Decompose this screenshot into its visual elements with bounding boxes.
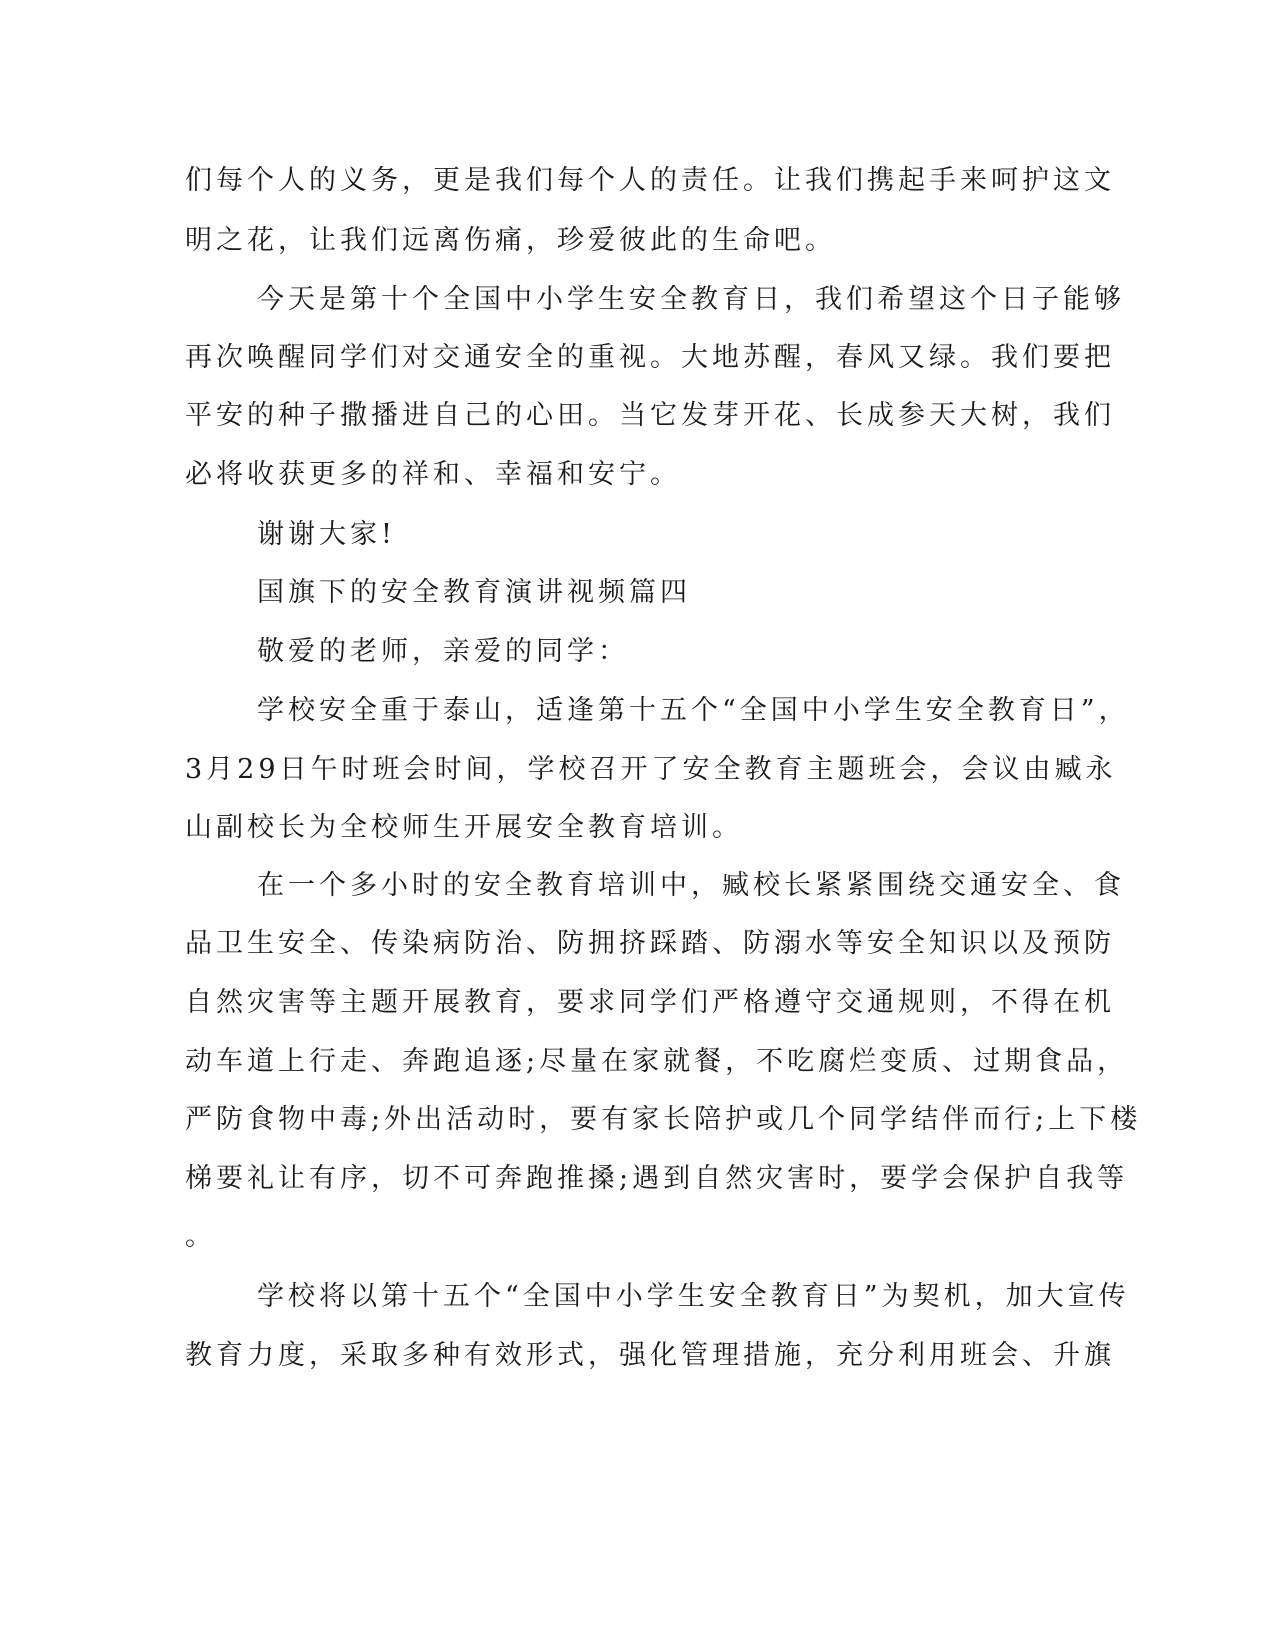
paragraph-start-line: 在一个多小时的安全教育培训中，臧校长紧紧围绕交通安全、食 <box>257 870 1125 901</box>
text-line: 。 <box>185 1221 216 1252</box>
text-line: 必将收获更多的祥和、幸福和安宁。 <box>185 459 681 490</box>
text-line: 山副校长为全校师生开展安全教育培训。 <box>185 812 743 843</box>
closing-line: 谢谢大家! <box>257 519 396 550</box>
text-line: 梯要礼让有序，切不可奔跑推搡;遇到自然灾害时，要学会保护自我等 <box>185 1163 1129 1194</box>
text-line: 们每个人的义务，更是我们每个人的责任。让我们携起手来呵护这文 <box>185 165 1115 196</box>
section-heading: 国旗下的安全教育演讲视频篇四 <box>257 577 691 608</box>
text-line: 严防食物中毒;外出活动时，要有家长陪护或几个同学结伴而行;上下楼 <box>185 1104 1142 1135</box>
text-line: 明之花，让我们远离伤痛，珍爱彼此的生命吧。 <box>185 225 836 256</box>
paragraph-start-line: 学校将以第十五个“全国中小学生安全教育日”为契机，加大宣传 <box>257 1281 1130 1312</box>
text-line: 自然灾害等主题开展教育，要求同学们严格遵守交通规则，不得在机 <box>185 987 1115 1018</box>
text-line: 3月29日午时班会时间，学校召开了安全教育主题班会，会议由臧永 <box>185 754 1117 785</box>
text-line: 再次唤醒同学们对交通安全的重视。大地苏醒，春风又绿。我们要把 <box>185 342 1115 373</box>
text-line: 动车道上行走、奔跑追逐;尽量在家就餐，不吃腐烂变质、过期食品， <box>185 1046 1129 1077</box>
text-line: 教育力度，采取多种有效形式，强化管理措施，充分利用班会、升旗 <box>185 1340 1115 1371</box>
paragraph-start-line: 学校安全重于泰山，适逢第十五个“全国中小学生安全教育日”， <box>257 695 1130 726</box>
text-line: 平安的种子撒播进自己的心田。当它发芽开花、长成参天大树，我们 <box>185 400 1115 431</box>
text-line: 品卫生安全、传染病防治、防拥挤踩踏、防溺水等安全知识以及预防 <box>185 928 1115 959</box>
salutation: 敬爱的老师，亲爱的同学： <box>257 636 629 667</box>
paragraph-start-line: 今天是第十个全国中小学生安全教育日，我们希望这个日子能够 <box>257 284 1125 315</box>
